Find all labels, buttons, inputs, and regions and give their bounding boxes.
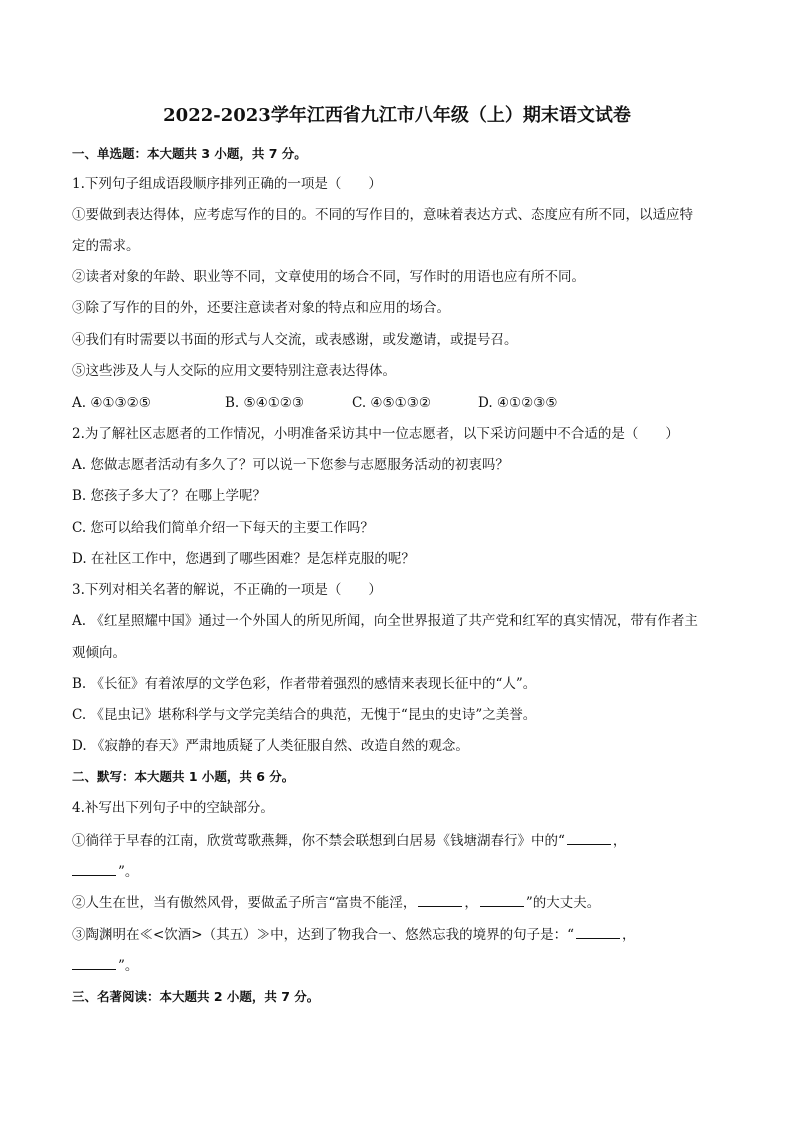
fill-blank[interactable] (576, 924, 620, 939)
question-4-item-1 (72, 830, 722, 851)
comma: ， (612, 833, 627, 849)
comma: ， (622, 927, 636, 943)
question-1-sentence-3: ③除了写作的目的外，还要注意读者对象的特点和应用的场合。 (72, 300, 450, 316)
section-heading-3: 三、名著阅读：本大题共 2 小题，共 7 分。 (72, 989, 320, 1004)
section-heading-2: 二、默写：本大题共 1 小题，共 6 分。 (72, 769, 295, 784)
fill-blank[interactable] (72, 955, 116, 970)
fill-blank[interactable] (418, 892, 462, 907)
question-4-item-3-cont (72, 955, 722, 976)
question-1-sentence-1-cont: 定的需求。 (72, 238, 140, 254)
closing-quote: ”。 (118, 958, 139, 974)
question-3-option-c: C. 《昆虫记》堪称科学与文学完美结合的典范，无愧于“昆虫的史诗”之美誉。 (72, 707, 537, 723)
closing-quote: ”。 (118, 864, 139, 880)
question-3-option-a-cont: 观倾向。 (72, 645, 126, 661)
question-1-sentence-5: ⑤这些涉及人与人交际的应用文要特别注意表达得体。 (72, 363, 396, 379)
question-1-option-d: D. ④①②③⑤ (478, 395, 558, 411)
question-1-option-b: B. ⑤④①②③ (225, 395, 305, 411)
fill-blank[interactable] (567, 830, 611, 845)
question-2-option-d: D. 在社区工作中，您遇到了哪些困难？是怎样克服的呢？ (72, 551, 415, 567)
question-2-stem: 2.为了解社区志愿者的工作情况，小明准备采访其中一位志愿者，以下采访问题中不合适的是（ ） (72, 426, 679, 442)
question-4-item-1-cont (72, 861, 722, 882)
question-4-stem: 4.补写出下列句子中的空缺部分。 (72, 800, 274, 816)
question-4-item-2 (72, 892, 722, 913)
section-heading-1: 一、单选题：本大题共 3 小题，共 7 分。 (72, 146, 307, 161)
question-1-sentence-2: ②读者对象的年龄、职业等不同，文章使用的场合不同，写作时的用语也应有所不同。 (72, 269, 585, 285)
question-4-item-2-text: ②人生在世，当有傲然风骨，要做孟子所言“富贵不能淫， (72, 895, 417, 911)
question-3-option-d: D. 《寂静的春天》严肃地质疑了人类征服自然、改造自然的观念。 (72, 738, 469, 754)
closing-text: ”的大丈夫。 (525, 895, 601, 911)
question-4-item-1-text: ①徜徉于早春的江南，欣赏莺歌燕舞，你不禁会联想到白居易《钱塘湖春行》中的“ (72, 833, 565, 849)
question-1-sentence-1: ①要做到表达得体，应考虑写作的目的。不同的写作目的，意味着表达方式、态度应有所不同，以适应特 (72, 207, 693, 223)
question-3-option-b: B. 《长征》有着浓厚的文学色彩，作者带着强烈的感情来表现长征中的“人”。 (72, 676, 537, 692)
question-3-option-a: A. 《红星照耀中国》通过一个外国人的所见所闻，向全世界报道了共产党和红军的真实情况，带有作者主 (72, 613, 698, 629)
exam-page (72, 0, 722, 1123)
comma: ， (464, 895, 478, 911)
question-1-option-a: A. ④①③②⑤ (72, 395, 151, 411)
question-1-sentence-4: ④我们有时需要以书面的形式与人交流，或表感谢，或发邀请，或提号召。 (72, 332, 518, 348)
question-2-option-a: A. 您做志愿者活动有多久了？可以说一下您参与志愿服务活动的初衷吗？ (72, 457, 509, 473)
question-1-option-c: C. ④⑤①③② (352, 395, 431, 411)
question-4-item-3-text: ③陶渊明在≪<饮酒>（其五）≫中，达到了物我合一、悠然忘我的境界的句子是：“ (72, 927, 575, 943)
question-1-stem: 1.下列句子组成语段顺序排列正确的一项是（ ） (72, 176, 382, 192)
question-2-option-c: C. 您可以给我们简单介绍一下每天的主要工作吗？ (72, 520, 374, 536)
fill-blank[interactable] (72, 861, 116, 876)
fill-blank[interactable] (480, 892, 524, 907)
exam-title: 2022-2023学年江西省九江市八年级（上）期末语文试卷 (163, 105, 631, 126)
question-2-option-b: B. 您孩子多大了？在哪上学呢？ (72, 488, 267, 504)
question-3-stem: 3.下列对相关名著的解说，不正确的一项是（ ） (72, 582, 382, 598)
question-4-item-3 (72, 924, 722, 945)
